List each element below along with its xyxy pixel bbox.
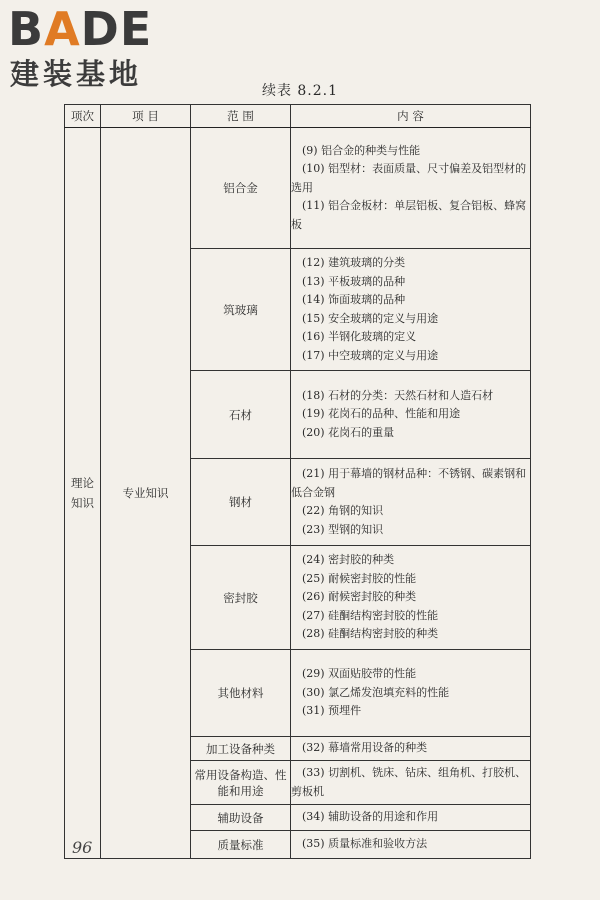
content-line: (15) 安全玻璃的定义与用途 (302, 311, 439, 325)
content-line: (23) 型钢的知识 (302, 522, 384, 536)
content-line: (24) 密封胶的种类 (302, 553, 395, 567)
content-cell (291, 128, 531, 249)
content-line: (11) 铝合金板材：单层铝板、复合铝板、蜂窝板 (291, 199, 527, 231)
content-cell (291, 831, 531, 859)
content-line: (29) 双面贴胶带的性能 (302, 667, 417, 681)
content-cell (291, 546, 531, 650)
content-line: (26) 耐候密封胶的种类 (302, 590, 417, 604)
spec-table (64, 104, 531, 859)
logo-letter-a: A (44, 2, 81, 56)
content-line: (17) 中空玻璃的定义与用途 (302, 348, 439, 362)
content-line: (18) 石材的分类：天然石材和人造石材 (302, 388, 494, 402)
scope-cell: 钢材 (191, 459, 291, 546)
table-title: 续表 8.2.1 (261, 83, 339, 99)
content-cell (291, 459, 531, 546)
content-line: (12) 建筑玻璃的分类 (302, 256, 406, 269)
logo-letters-de: DE (80, 2, 153, 56)
scope-cell: 密封胶 (191, 546, 291, 650)
content-line: (34) 辅助设备的用途和作用 (302, 810, 439, 824)
category-text: 知识 (71, 496, 94, 510)
content-line: (25) 耐候密封胶的性能 (302, 571, 417, 585)
content-line: (27) 硅酮结构密封胶的性能 (302, 608, 439, 622)
content-line: (10) 铝型材：表面质量、尺寸偏差及铝型材的选用 (291, 162, 527, 194)
scope-cell: 加工设备种类 (191, 737, 291, 761)
logo-subtitle: 建装基地 (10, 57, 143, 91)
content-line: (30) 氯乙烯发泡填充料的性能 (302, 685, 450, 699)
content-line: (20) 花岗石的重量 (302, 425, 395, 439)
scope-cell: 筑玻璃 (191, 249, 291, 371)
page-number: 96 (72, 838, 93, 857)
scope-cell: 辅助设备 (191, 805, 291, 831)
logo-letter-b: B (8, 2, 45, 56)
content-line: (14) 饰面玻璃的品种 (302, 293, 406, 306)
content-line: (19) 花岗石的品种、性能和用途 (302, 407, 461, 421)
content-line: (31) 预埋件 (302, 704, 362, 718)
content-line: (28) 硅酮结构密封胶的种类 (302, 627, 439, 641)
content-line: (35) 质量标准和验收方法 (302, 837, 428, 851)
logo (8, 4, 178, 90)
table-row (65, 128, 531, 249)
table-body (65, 128, 531, 859)
content-line: (13) 平板玻璃的品种 (302, 274, 406, 288)
content-line: (22) 角钢的知识 (302, 504, 384, 517)
item-cell: 专业知识 (101, 128, 191, 859)
header-category: 项次 (65, 105, 101, 128)
content-cell (291, 371, 531, 459)
header-content: 内 容 (291, 105, 531, 128)
scope-cell: 常用设备构造、性能和用途 (191, 761, 291, 805)
scope-cell: 其他材料 (191, 650, 291, 737)
content-cell (291, 650, 531, 737)
content-line: (9) 铝合金的种类与性能 (302, 143, 421, 157)
content-cell (291, 249, 531, 371)
category-cell (65, 128, 101, 859)
scope-cell: 质量标准 (191, 831, 291, 859)
content-line: (33) 切割机、铣床、钻床、组角机、打胶机、剪板机 (291, 766, 527, 798)
content-line: (32) 幕墙常用设备的种类 (302, 741, 428, 755)
content-cell (291, 737, 531, 761)
scope-cell: 石材 (191, 371, 291, 459)
header-row (65, 105, 531, 128)
header-item: 项 目 (101, 105, 191, 128)
logo-wordmark (8, 4, 152, 54)
content-line: (21) 用于幕墙的钢材品种：不锈钢、碳素钢和低合金钢 (291, 467, 527, 499)
content-line: (16) 半钢化玻璃的定义 (302, 330, 417, 343)
content-cell (291, 805, 531, 831)
category-text: 理论 (71, 476, 94, 490)
content-cell (291, 761, 531, 805)
scope-cell: 铝合金 (191, 128, 291, 249)
header-scope: 范 围 (191, 105, 291, 128)
